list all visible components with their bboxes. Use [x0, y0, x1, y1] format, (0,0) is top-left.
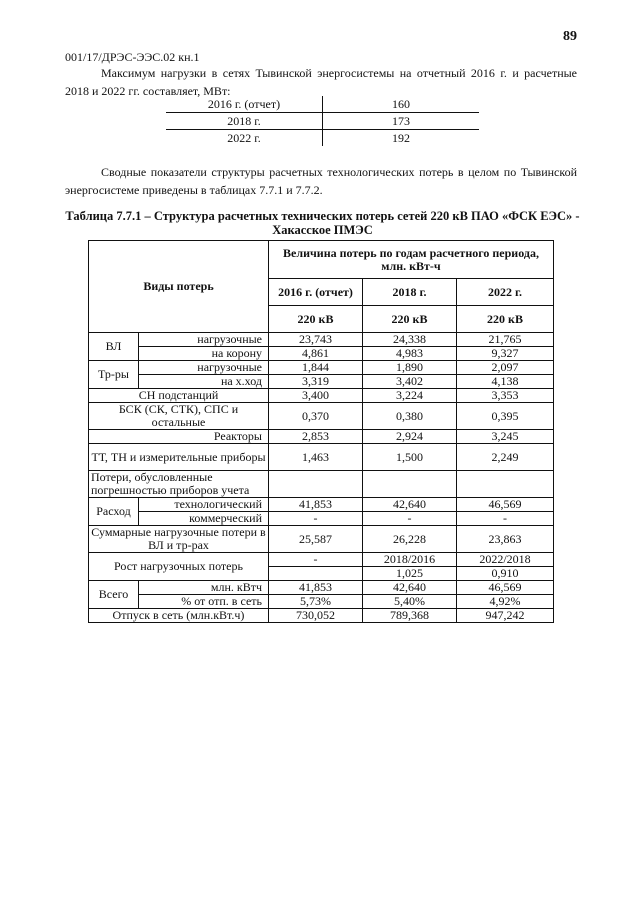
cell-value: 947,242: [457, 609, 554, 623]
cell-value: -: [269, 512, 363, 526]
cell-value: 21,765: [457, 333, 554, 347]
cell-value: 4,92%: [457, 595, 554, 609]
cell-value: 26,228: [363, 526, 457, 553]
row-label: нагрузочные: [139, 333, 269, 347]
cell-value: 5,40%: [363, 595, 457, 609]
cell-value: 46,569: [457, 581, 554, 595]
cell-value: -: [457, 512, 554, 526]
row-group-label: Всего: [89, 581, 139, 609]
row-label: ТТ, ТН и измерительные приборы: [89, 444, 269, 471]
table-row: [89, 361, 554, 375]
cell-value: 3,319: [269, 375, 363, 389]
cell-value: 4,983: [363, 347, 457, 361]
document-code: 001/17/ДРЭС-ЭЭС.02 кн.1: [65, 50, 200, 64]
max-load-year: 2016 г. (отчет): [166, 96, 323, 113]
table-row: [89, 553, 554, 567]
intro-paragraph: Максимум нагрузки в сетях Тывинской энергосистемы на отчетный 2016 г. и расчетные 2018 и 2022 гг. составляет, МВт:: [65, 66, 577, 98]
header-row: [89, 241, 554, 279]
table-row: [89, 389, 554, 403]
cell-value: -: [269, 553, 363, 567]
row-label: на корону: [139, 347, 269, 361]
row-label: млн. кВтч: [139, 581, 269, 595]
row-label: СН подстанций: [89, 389, 269, 403]
cell-value: 1,890: [363, 361, 457, 375]
row-label: БСК (СК, СТК), СПС и остальные: [89, 403, 269, 430]
losses-table: [88, 240, 554, 623]
table-row: [89, 512, 554, 526]
cell-value: 1,500: [363, 444, 457, 471]
row-label: нагрузочные: [139, 361, 269, 375]
header-loss-types: Виды потерь: [89, 241, 269, 333]
cell-value: 41,853: [269, 498, 363, 512]
cell-value: 23,743: [269, 333, 363, 347]
header-period-group: Величина потерь по годам расчетного периода, млн. кВт-ч: [269, 241, 554, 279]
cell-period: 2022/2018: [457, 553, 554, 567]
row-label: коммерческий: [139, 512, 269, 526]
max-load-row: [166, 96, 479, 113]
cell-value: 2,853: [269, 430, 363, 444]
cell-value: 789,368: [363, 609, 457, 623]
header-year: 2018 г.: [363, 279, 457, 306]
cell-value: 23,863: [457, 526, 554, 553]
row-label: технологический: [139, 498, 269, 512]
max-load-row: [166, 113, 479, 130]
row-label: Отпуск в сеть (млн.кВт.ч): [89, 609, 269, 623]
cell-value: 25,587: [269, 526, 363, 553]
cell-value: 2,249: [457, 444, 554, 471]
row-label: % от отп. в сеть: [139, 595, 269, 609]
row-label: Потери, обусловленные погрешностью приборов учета: [89, 471, 269, 498]
header-voltage: 220 кВ: [363, 306, 457, 333]
cell-value: 3,245: [457, 430, 554, 444]
max-load-table: [166, 96, 479, 146]
cell-value: [363, 471, 457, 498]
cell-value: 9,327: [457, 347, 554, 361]
cell-value: 0,395: [457, 403, 554, 430]
table-row: [89, 375, 554, 389]
table-row: [89, 444, 554, 471]
cell-value: 0,910: [457, 567, 554, 581]
table-row: [89, 347, 554, 361]
max-load-value: 192: [392, 131, 410, 145]
cell-value: [457, 471, 554, 498]
max-load-year: 2018 г.: [166, 113, 323, 130]
table-row: [89, 333, 554, 347]
max-load-value: 173: [323, 113, 480, 130]
table-row: [89, 403, 554, 430]
row-label: Реакторы: [89, 430, 269, 444]
row-label: Суммарные нагрузочные потери в ВЛ и тр-рах: [89, 526, 269, 553]
table-caption: Таблица 7.7.1 – Структура расчетных технических потерь сетей 220 кВ ПАО «ФСК ЕЭС» - Хакасское ПМЭС: [65, 209, 580, 237]
row-group-label: Тр-ры: [89, 361, 139, 389]
cell-value: 42,640: [363, 581, 457, 595]
cell-value: 1,844: [269, 361, 363, 375]
table-row: [89, 471, 554, 498]
table-row: [89, 498, 554, 512]
table-row: [89, 430, 554, 444]
cell-value: 46,569: [457, 498, 554, 512]
cell-value: -: [363, 512, 457, 526]
row-label: Рост нагрузочных потерь: [89, 553, 269, 581]
cell-value: 41,853: [269, 581, 363, 595]
cell-value: 3,402: [363, 375, 457, 389]
summary-paragraph: Сводные показатели структуры расчетных технологических потерь в целом по Тывинской энергосистеме приведены в таблицах 7.7.1 и 7.7.2.: [65, 165, 577, 197]
cell-value: 4,138: [457, 375, 554, 389]
table-row: [89, 609, 554, 623]
page-number: 89: [563, 29, 577, 44]
cell-value: 3,224: [363, 389, 457, 403]
header-voltage: 220 кВ: [269, 306, 363, 333]
row-group-label: Расход: [89, 498, 139, 526]
table-row: [89, 595, 554, 609]
row-label: на х.ход: [139, 375, 269, 389]
cell-value: 4,861: [269, 347, 363, 361]
cell-value: 1,463: [269, 444, 363, 471]
cell-value: 2,924: [363, 430, 457, 444]
cell-value: 5,73%: [269, 595, 363, 609]
cell-value: [269, 567, 363, 581]
cell-value: 24,338: [363, 333, 457, 347]
max-load-row: [166, 130, 479, 147]
cell-value: 2,097: [457, 361, 554, 375]
table-row: [89, 526, 554, 553]
cell-period: 2018/2016: [363, 553, 457, 567]
cell-value: [269, 471, 363, 498]
header-year: 2022 г.: [457, 279, 554, 306]
cell-value: 0,380: [363, 403, 457, 430]
cell-value: 3,353: [457, 389, 554, 403]
row-group-label: ВЛ: [89, 333, 139, 361]
cell-value: 3,400: [269, 389, 363, 403]
cell-value: 42,640: [363, 498, 457, 512]
header-year: 2016 г. (отчет): [269, 279, 363, 306]
cell-value: 730,052: [269, 609, 363, 623]
header-voltage: 220 кВ: [457, 306, 554, 333]
max-load-year: 2022 г.: [166, 130, 323, 147]
table-row: [89, 581, 554, 595]
max-load-value: 160: [323, 96, 480, 113]
cell-value: 1,025: [363, 567, 457, 581]
cell-value: 0,370: [269, 403, 363, 430]
